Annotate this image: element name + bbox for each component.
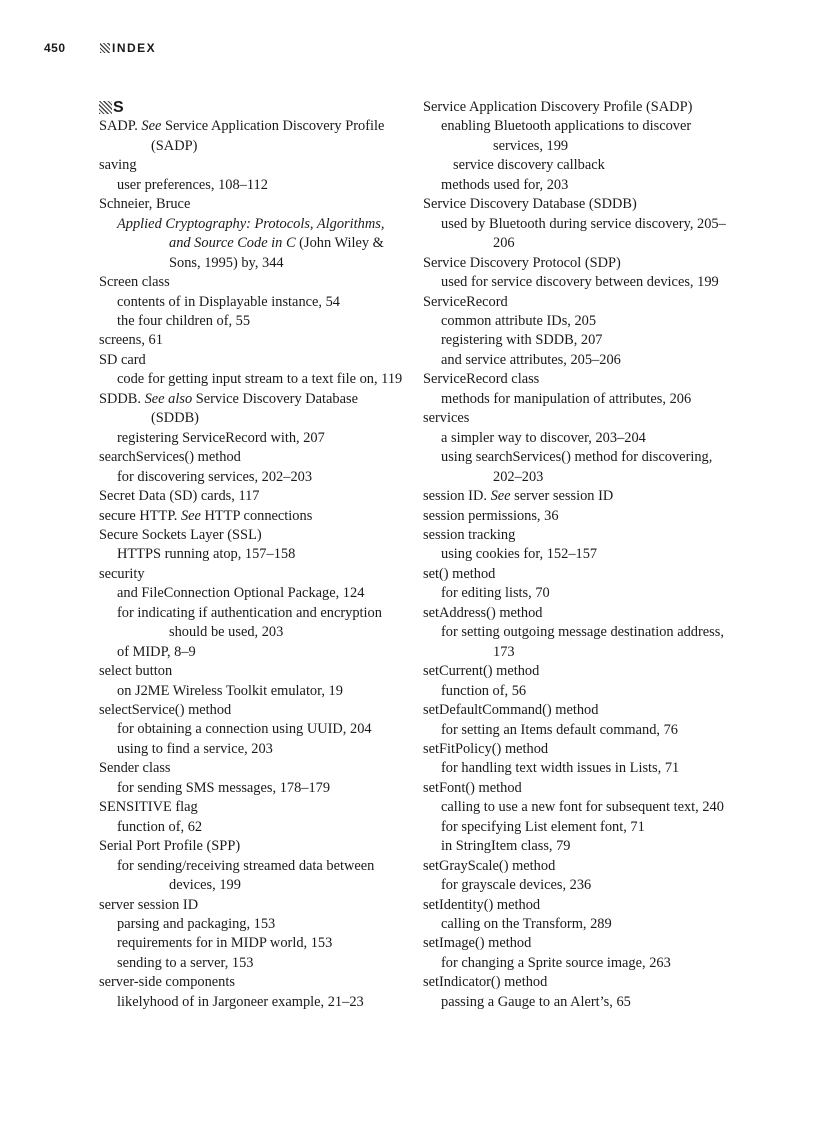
entry-text: for discovering services, 202–203	[117, 468, 313, 485]
index-subentry	[441, 545, 733, 564]
entry-text: HTTPS running atop, 157–158	[117, 546, 296, 563]
index-entry	[423, 857, 733, 876]
entry-text: SD card	[99, 351, 146, 368]
entry-text: Service Discovery Database (SDDB)	[151, 390, 358, 427]
index-entry	[423, 565, 733, 584]
entry-text: Service Discovery Database (SDDB)	[423, 196, 637, 213]
index-subentry	[453, 156, 733, 175]
entry-text: passing a Gauge to an Alert’s, 65	[441, 993, 631, 1010]
index-subentry	[117, 429, 409, 448]
entry-text: setAddress() method	[423, 604, 543, 621]
section-title: INDEX	[112, 41, 157, 55]
index-entry	[423, 98, 733, 117]
entry-text: server-side components	[99, 974, 235, 991]
index-subentry	[441, 390, 733, 409]
running-head	[44, 41, 156, 55]
index-subentry	[441, 176, 733, 195]
index-entry	[99, 156, 409, 175]
entry-text: Secret Data (SD) cards, 117	[99, 488, 260, 505]
index-entry	[99, 390, 409, 429]
letter-heading	[99, 98, 409, 117]
entry-text: and FileConnection Optional Package, 124	[117, 585, 365, 602]
index-entry	[99, 351, 409, 370]
entry-text: for indicating if authentication and encryption should be used, 203	[117, 604, 382, 641]
index-subentry	[441, 759, 733, 778]
index-entry	[99, 798, 409, 817]
entry-text: for specifying List element font, 71	[441, 818, 645, 835]
entry-text: security	[99, 565, 145, 582]
entry-text: methods for manipulation of attributes, 206	[441, 390, 692, 407]
index-entry	[99, 565, 409, 584]
entry-text: secure HTTP.	[99, 507, 181, 524]
index-subentry	[117, 370, 409, 389]
index-subentry	[441, 993, 733, 1012]
entry-text: for obtaining a connection using UUID, 204	[117, 721, 372, 738]
entry-text: Secure Sockets Layer (SSL)	[99, 526, 262, 543]
entry-text: for sending SMS messages, 178–179	[117, 779, 331, 796]
entry-text: enabling Bluetooth applications to discover services, 199	[441, 118, 692, 154]
letter-heading-text: S	[113, 99, 124, 116]
index-subentry	[117, 682, 409, 701]
entry-text: using cookies for, 152–157	[441, 546, 598, 563]
index-entry	[99, 448, 409, 467]
index-subentry	[441, 117, 733, 156]
entry-text: setGrayScale() method	[423, 857, 556, 874]
page-number: 450	[44, 41, 66, 55]
entry-text: Service Discovery Protocol (SDP)	[423, 254, 621, 271]
entry-text: common attribute IDs, 205	[441, 312, 597, 329]
entry-text: on J2ME Wireless Toolkit emulator, 19	[117, 682, 343, 699]
entry-text: setFont() method	[423, 779, 522, 796]
index-subentry	[117, 312, 409, 331]
index-subentry	[441, 876, 733, 895]
index-subentry	[117, 176, 409, 195]
index-entry	[423, 779, 733, 798]
index-entry	[423, 254, 733, 273]
index-entry	[99, 487, 409, 506]
entry-text: ServiceRecord	[423, 293, 508, 310]
entry-text: SDDB.	[99, 390, 145, 407]
entry-text: calling to use a new font for subsequent text, 240	[441, 799, 724, 816]
entry-text: for grayscale devices, 236	[441, 877, 592, 894]
entry-text: session ID.	[423, 488, 491, 505]
index-subentry	[117, 915, 409, 934]
index-subentry	[117, 584, 409, 603]
index-subentry	[117, 604, 409, 643]
entry-text: and service attributes, 205–206	[441, 351, 621, 368]
entry-text: Schneier, Bruce	[99, 196, 191, 213]
index-subentry	[441, 429, 733, 448]
index-entry	[423, 487, 733, 506]
index-subentry	[441, 721, 733, 740]
index-subentry	[117, 818, 409, 837]
entry-text: Serial Port Profile (SPP)	[99, 838, 241, 855]
entry-text-italic: Applied Cryptography: Protocols, Algorithms, and Source Code in C	[117, 215, 385, 252]
index-subentry	[441, 584, 733, 603]
entry-text: the four children of, 55	[117, 312, 251, 329]
entry-text: used by Bluetooth during service discovery, 205–206	[441, 215, 726, 252]
index-subentry	[441, 915, 733, 934]
hatch-ornament-icon	[100, 43, 110, 53]
entry-text: saving	[99, 157, 137, 174]
index-subentry	[441, 798, 733, 817]
entry-text-italic: See	[180, 507, 201, 524]
index-subentry	[117, 934, 409, 953]
entry-text: server session ID	[99, 896, 199, 913]
index-entry	[423, 740, 733, 759]
index-entry	[423, 973, 733, 992]
index-subentry	[117, 779, 409, 798]
index-subentry	[117, 857, 409, 896]
index-subentry	[117, 545, 409, 564]
entry-text-italic: See	[490, 488, 511, 505]
index-subentry	[441, 312, 733, 331]
index-subentry	[441, 682, 733, 701]
entry-text: service discovery callback	[453, 157, 605, 174]
entry-text: select button	[99, 663, 173, 680]
hatch-ornament-icon	[99, 101, 112, 114]
entry-text: function of, 62	[117, 818, 203, 835]
index-entry	[423, 293, 733, 312]
entry-text: searchServices() method	[99, 449, 241, 466]
entry-text: Screen class	[99, 274, 170, 291]
index-subentry	[117, 993, 409, 1012]
entry-text: Service Application Discovery Profile (SADP)	[151, 118, 385, 154]
index-entry	[99, 701, 409, 720]
index-subentry	[117, 740, 409, 759]
index-entry	[99, 759, 409, 778]
entry-text: selectService() method	[99, 702, 232, 719]
entry-text: setDefaultCommand() method	[423, 702, 599, 719]
index-subentry	[117, 954, 409, 973]
index-entry	[99, 117, 409, 156]
entry-text: function of, 56	[441, 682, 527, 699]
entry-text: HTTP connections	[200, 507, 313, 524]
entry-text: parsing and packaging, 153	[117, 916, 276, 933]
index-subentry	[441, 273, 733, 292]
index-entry	[423, 604, 733, 623]
entry-text: requirements for in MIDP world, 153	[117, 935, 333, 952]
index-entry	[423, 195, 733, 214]
index-entry	[99, 662, 409, 681]
index-subentry	[441, 623, 733, 662]
entry-text: for changing a Sprite source image, 263	[441, 954, 671, 971]
entry-text-italic: See	[141, 118, 162, 135]
entry-text: set() method	[423, 565, 496, 582]
entry-text: Sender class	[99, 760, 171, 777]
index-subentry	[117, 215, 409, 273]
entry-text: used for service discovery between devices, 199	[441, 274, 719, 291]
index-subentry	[441, 331, 733, 350]
index-subentry	[117, 468, 409, 487]
index-entry	[423, 662, 733, 681]
entry-text: server session ID	[510, 488, 614, 505]
entry-text: SENSITIVE flag	[99, 799, 198, 816]
index-entry	[423, 507, 733, 526]
index-subentry	[117, 643, 409, 662]
index-column-left	[99, 98, 409, 1012]
index-entry	[99, 526, 409, 545]
entry-text: SADP.	[99, 118, 142, 135]
entry-text: for sending/receiving streamed data between devices, 199	[117, 857, 375, 894]
entry-text: services	[423, 410, 470, 427]
entry-text: methods used for, 203	[441, 176, 569, 193]
index-subentry	[441, 215, 733, 254]
entry-text: calling on the Transform, 289	[441, 916, 612, 933]
index-subentry	[441, 837, 733, 856]
index-entry	[99, 837, 409, 856]
index-entry	[423, 526, 733, 545]
entry-text: setCurrent() method	[423, 663, 540, 680]
index-entry	[423, 409, 733, 428]
index-subentry	[441, 818, 733, 837]
entry-text: for setting outgoing message destination address, 173	[441, 624, 724, 660]
entry-text: setFitPolicy() method	[423, 740, 549, 757]
entry-text: user preferences, 108–112	[117, 176, 268, 193]
entry-text: contents of in Displayable instance, 54	[117, 293, 340, 310]
entry-text: session tracking	[423, 526, 516, 543]
entry-text: for editing lists, 70	[441, 585, 550, 602]
index-entry	[99, 507, 409, 526]
index-subentry	[441, 954, 733, 973]
entry-text-italic: See also	[144, 390, 193, 407]
entry-text: using to find a service, 203	[117, 740, 273, 757]
entry-text: (John Wiley & Sons, 1995) by, 344	[169, 235, 384, 271]
index-entry	[99, 973, 409, 992]
entry-text: in StringItem class, 79	[441, 838, 571, 855]
entry-text: for handling text width issues in Lists, 71	[441, 760, 680, 777]
index-subentry	[117, 720, 409, 739]
entry-text: ServiceRecord class	[423, 371, 540, 388]
entry-text: session permissions, 36	[423, 507, 559, 524]
entry-text: for setting an Items default command, 76	[441, 721, 678, 738]
entry-text: a simpler way to discover, 203–204	[441, 429, 646, 446]
index-entry	[423, 370, 733, 389]
index-entry	[423, 896, 733, 915]
entry-text: screens, 61	[99, 332, 163, 349]
entry-text: code for getting input stream to a text file on, 119	[117, 371, 403, 388]
index-column-right	[423, 98, 733, 1012]
entry-text: of MIDP, 8–9	[117, 643, 196, 660]
entry-text: registering with SDDB, 207	[441, 332, 603, 349]
index-subentry	[441, 351, 733, 370]
entry-text: Service Application Discovery Profile (SADP)	[423, 99, 693, 115]
index-entry	[99, 331, 409, 350]
entry-text: sending to a server, 153	[117, 954, 254, 971]
entry-text: likelyhood of in Jargoneer example, 21–23	[117, 993, 364, 1010]
index-entry	[99, 896, 409, 915]
index-entry	[423, 934, 733, 953]
index-subentry	[441, 448, 733, 487]
entry-text: setIdentity() method	[423, 896, 541, 913]
entry-text: registering ServiceRecord with, 207	[117, 429, 325, 446]
index-entry	[99, 273, 409, 292]
entry-text: setImage() method	[423, 935, 532, 952]
index-entry	[423, 701, 733, 720]
index-subentry	[117, 293, 409, 312]
index-entry	[99, 195, 409, 214]
entry-text: using searchServices() method for discovering, 202–203	[441, 449, 713, 485]
entry-text: setIndicator() method	[423, 974, 548, 991]
